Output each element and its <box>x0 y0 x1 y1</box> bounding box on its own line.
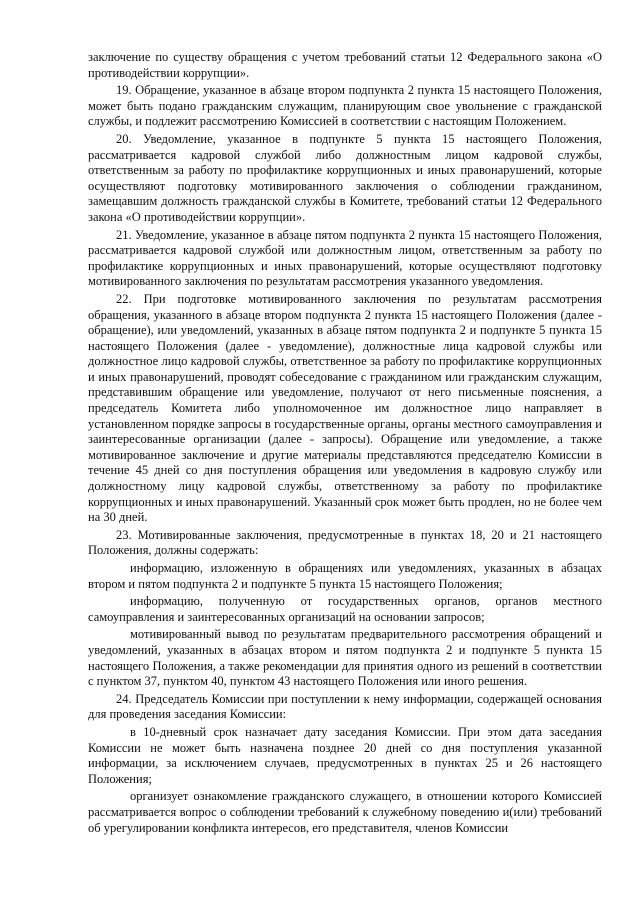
paragraph-continuation: заключение по существу обращения с учетом требований статьи 12 Федерального закона «О противодействии коррупции». <box>88 50 602 80</box>
paragraph-23-item-1: информацию, изложенную в обращениях или уведомлениях, указанных в абзацах втором и пятом подпункта 2 и подпункте 5 пункта 15 настоящего Положения; <box>88 561 602 591</box>
paragraph-20: 20. Уведомление, указанное в подпункте 5 пункта 15 настоящего Положения, рассматривается кадровой службой либо должностным лицом кадровой службы, ответственным за работу по профилактике коррупционных и иных правонарушений, которые осуществляют подготовку мотивированного заключения о соблюдении гражданином, замещавшим должность гражданской службы в Комитете, требований статьи 12 Федерального закона «О противодействии коррупции». <box>88 131 602 224</box>
paragraph-23-item-2: информацию, полученную от государственных органов, органов местного самоуправления и заинтересованных организаций на основании запросов; <box>88 594 602 624</box>
paragraph-24-item-2: организует ознакомление гражданского служащего, в отношении которого Комиссией рассматривается вопрос о соблюдении требований к служебному поведению и(или) требований об урегулировании конфликта интересов, его представителя, членов Комиссии <box>88 789 602 835</box>
paragraph-21: 21. Уведомление, указанное в абзаце пятом подпункта 2 пункта 15 настоящего Положения, рассматривается кадровой службой или должностным лицом, ответственным за работу по профилактике коррупционных и иных правонарушений, которые осуществляют подготовку мотивированного заключения по результатам рассмотрения указанного уведомления. <box>88 227 602 289</box>
paragraph-22: 22. При подготовке мотивированного заключения по результатам рассмотрения обращения, указанного в абзаце втором подпункта 2 пункта 15 настоящего Положения (далее - обращение), или уведомлений, указанных в абзаце пятом подпункта 2 и подпункте 5 пункта 15 настоящего Положения (далее - уведомление), должностные лица кадровой службы или должностное лицо кадровой службы, ответственное за работу по профилактике коррупционных и иных правонарушений, проводят собеседование с гражданином или гражданским служащим, представившим обращение или уведомление, получают от него письменные пояснения, а председатель Комитета либо уполномоченное им должностное лицо направляет в установленном порядке запросы в государственные органы, органы местного самоуправления и заинтересованные организации (далее - запросы). Обращение или уведомление, а также мотивированное заключение и другие материалы представляются председателю Комиссии в течение 45 дней со дня поступления обращения или уведомления в кадровую службу или должностному лицу кадровой службы, ответственному за работу по профилактике коррупционных и иных правонарушений. Указанный срок может быть продлен, но не более чем на 30 дней. <box>88 291 602 525</box>
paragraph-23: 23. Мотивированные заключения, предусмотренные в пунктах 18, 20 и 21 настоящего Положения, должны содержать: <box>88 527 602 558</box>
paragraph-23-item-3: мотивированный вывод по результатам предварительного рассмотрения обращений и уведомлений, указанных в абзацах втором и пятом подпункта 2 и подпункте 5 пункта 15 настоящего Положения, а также рекомендации для принятия одного из решений в соответствии с пунктом 37, пунктом 40, пунктом 43 настоящего Положения или иного решения. <box>88 627 602 689</box>
paragraph-24-item-1: в 10-дневный срок назначает дату заседания Комиссии. При этом дата заседания Комиссии не может быть назначена позднее 20 дней со дня поступления указанной информации, за исключением случаев, предусмотренных в пунктах 25 и 26 настоящего Положения; <box>88 724 602 786</box>
paragraph-24: 24. Председатель Комиссии при поступлении к нему информации, содержащей основания для проведения заседания Комиссии: <box>88 691 602 722</box>
paragraph-19: 19. Обращение, указанное в абзаце втором подпункта 2 пункта 15 настоящего Положения, может быть подано гражданским служащим, планирующим свое увольнение с гражданской службы, и подлежит рассмотрению Комиссией в соответствии с настоящим Положением. <box>88 83 602 129</box>
